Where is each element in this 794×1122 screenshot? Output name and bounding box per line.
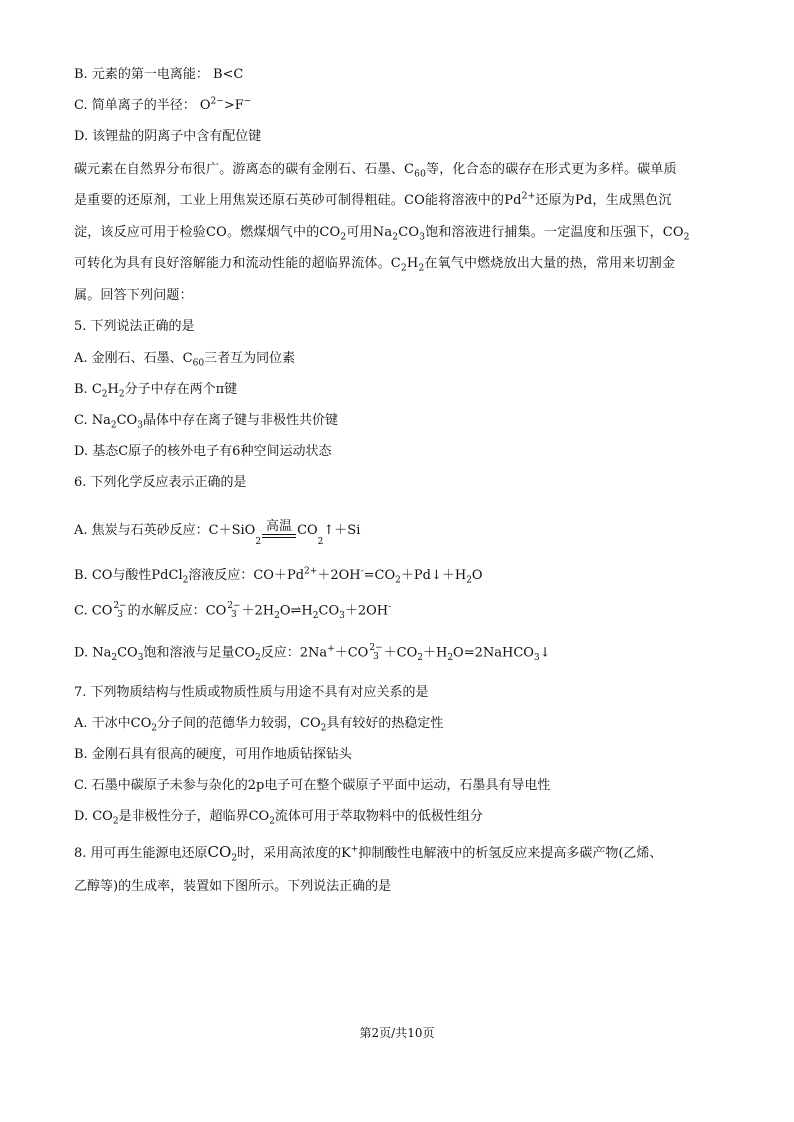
q7-option-d: D. $CO_2$是非极性分子，超临界$CO_2$流体可用于萃取物料中的低极性组分 (74, 809, 483, 827)
q6-option-a: A. 焦炭与石英砂反应：C＋SiO 2 高温 CO 2 ↑＋Si (74, 519, 361, 547)
passage-line-1: 碳元素在自然界分布很广。游离态的碳有金刚石、石墨、$C_{60}$等，化合态的碳存在形式更为多样。碳单质 (74, 162, 677, 180)
q7-option-c: C. 石墨中碳原子未参与杂化的2p电子可在整个碳原子平面中运动，石墨具有导电性 (74, 778, 551, 793)
q6-option-b: B. CO与酸性PdCl$_2$溶液反应：$CO+Pd^{2+}+2OH^-=CO_2+Pd↓+H_2O$ (74, 566, 483, 586)
passage-line-3: 淀，该反应可用于检验CO。燃煤烟气中的$CO_2$可用$Na_2CO_3$饱和溶液进行捕集。一定温度和压强下，$CO_2$ (74, 225, 690, 243)
q5-option-c: C. $Na_2CO_3$晶体中存在离子键与非极性共价键 (74, 413, 338, 431)
q6-option-d: D. $Na_2CO_3$饱和溶液与足量$CO_2$反应：2Na+＋CO 2− 3 $+CO_2+H_2O=2NaHCO_3↓$ (74, 643, 551, 664)
q6-option-c: C. CO 2− 3 的水解反应：CO 2− 3 $+2H_2O\rightleftharpoons H_2CO_3+2OH^-$ (74, 601, 392, 622)
passage-line-2: 是重要的还原剂，工业上用焦炭还原石英砂可制得粗硅。CO能将溶液中的$Pd^{2+}$还原为Pd，生成黑色沉 (74, 191, 672, 208)
reaction-condition-arrow: 高温 (262, 520, 296, 542)
option-c-prev: C. 简单离子的半径： $O^{2-}>F^-$ (74, 96, 252, 113)
q7-stem: 7. 下列物质结构与性质或物质性质与用途不具有对应关系的是 (74, 685, 429, 700)
q5-option-d: D. 基态C原子的核外电子有6种空间运动状态 (74, 444, 332, 459)
q8-stem-line-1: 8. 用可再生能源电还原$CO_2$时，采用高浓度的K+抑制酸性电解液中的析氢反应来提高多碳产物(乙烯、 (74, 843, 663, 864)
page-footer: 第2页/共10页 (359, 1026, 435, 1040)
q5-stem: 5. 下列说法正确的是 (74, 319, 195, 334)
option-d-prev: D. 该锂盐的阴离子中含有配位键 (74, 129, 262, 144)
passage-line-5: 属。回答下列问题： (74, 288, 193, 303)
q7-option-b: B. 金刚石具有很高的硬度，可用作地质钻探钻头 (74, 747, 352, 762)
q6-stem: 6. 下列化学反应表示正确的是 (74, 475, 247, 490)
option-b-prev: B. 元素的第一电离能： B<C (74, 67, 244, 82)
q5-option-b: B. $C_2H_2$分子中存在两个π键 (74, 382, 238, 400)
passage-line-4: 可转化为具有良好溶解能力和流动性能的超临界流体。$C_2H_2$在氧气中燃烧放出大量的热，常用来切割金 (74, 256, 676, 274)
q8-stem-line-2: 乙醇等)的生成率，装置如下图所示。下列说法正确的是 (74, 879, 392, 894)
q5-option-a: A. 金刚石、石墨、$C_{60}$三者互为同位素 (74, 351, 296, 369)
q7-option-a: A. 干冰中$CO_2$分子间的范德华力较弱，$CO_2$具有较好的热稳定性 (74, 716, 444, 734)
